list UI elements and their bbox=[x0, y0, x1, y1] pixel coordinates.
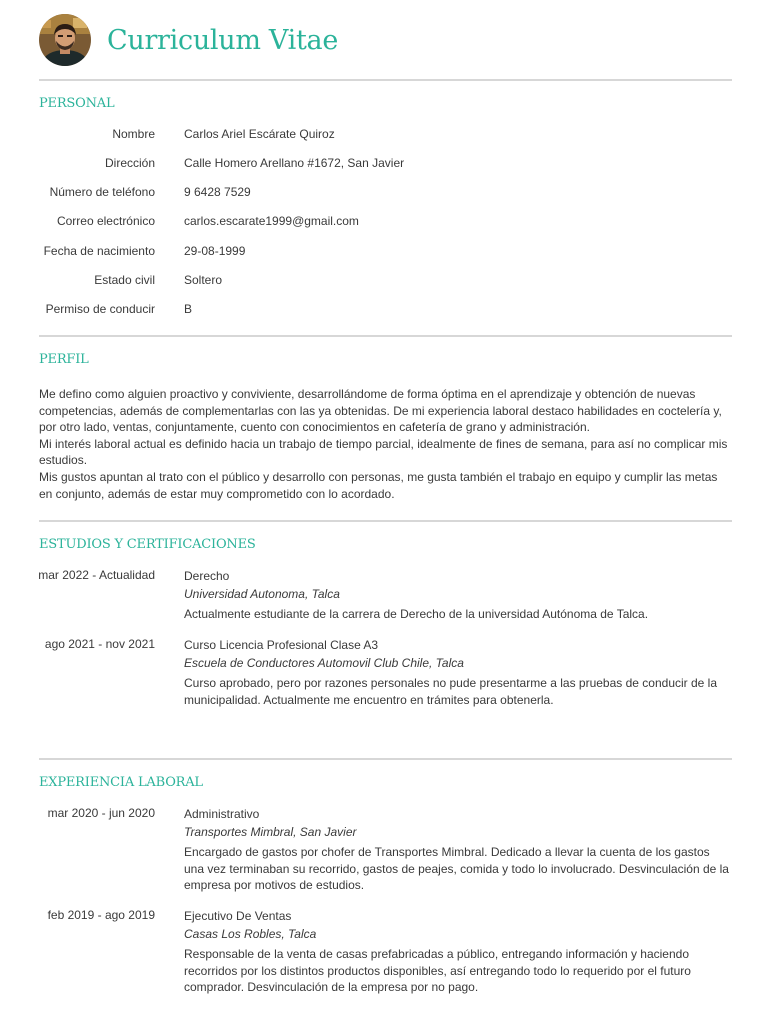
field-row-driving-license bbox=[39, 302, 732, 320]
field-value: Calle Homero Arellano #1672, San Javier bbox=[184, 156, 405, 170]
divider bbox=[39, 79, 732, 81]
entry-organization: Casas Los Robles, Talca bbox=[184, 927, 317, 941]
field-row-email bbox=[39, 214, 732, 232]
divider bbox=[39, 335, 732, 337]
profile-paragraph: Me defino como alguien proactivo y conviviente, desarrollándome de forma óptima en el aprendizaje y obtención de nuevas competencias, además de complementarlas con las ya obtenidas. De mi experiencia laboral destaco habilidades en coctelería y, por otro lado, ventas, conjuntamente, cuento con conocimientos en cafetería de grano y administración. bbox=[39, 387, 722, 435]
field-label: Fecha de nacimiento bbox=[43, 244, 155, 258]
entry-date: mar 2020 - jun 2020 bbox=[47, 806, 155, 820]
profile-photo bbox=[39, 14, 91, 66]
section-title-profile: PERFIL bbox=[39, 352, 89, 367]
section-title-education: ESTUDIOS Y CERTIFICACIONES bbox=[39, 537, 256, 552]
divider bbox=[39, 758, 732, 760]
field-row-name bbox=[39, 127, 732, 145]
entry-body bbox=[184, 806, 732, 894]
entry-date: feb 2019 - ago 2019 bbox=[47, 908, 155, 922]
entry-title: Curso Licencia Profesional Clase A3 bbox=[184, 638, 379, 652]
field-label: Correo electrónico bbox=[56, 214, 155, 228]
entry-description: Encargado de gastos por chofer de Transportes Mimbral. Dedicado a llevar la cuenta de los gastos una vez terminaban su recorrido, gastos de peajes, comida y todo lo involucrado. Desvinculación de la empresa por motivos de estudios. bbox=[184, 845, 729, 893]
field-value: 9 6428 7529 bbox=[184, 185, 251, 199]
field-value: 29-08-1999 bbox=[184, 244, 246, 258]
entry-body bbox=[184, 568, 732, 623]
field-value: B bbox=[184, 302, 193, 316]
section-title-personal: PERSONAL bbox=[39, 96, 115, 111]
cv-header bbox=[39, 14, 338, 66]
entry-description: Curso aprobado, pero por razones personales no pude presentarme a las pruebas de conducir de la municipalidad. Actualmente me encuentro en trámites para obtenerla. bbox=[184, 676, 718, 707]
field-row-birthdate bbox=[39, 244, 732, 262]
field-row-address bbox=[39, 156, 732, 174]
section-title-experience: EXPERIENCIA LABORAL bbox=[39, 775, 203, 790]
entry-date: mar 2022 - Actualidad bbox=[38, 568, 155, 582]
entry-organization: Universidad Autonoma, Talca bbox=[184, 587, 340, 601]
field-label: Permiso de conducir bbox=[45, 302, 155, 316]
profile-text bbox=[39, 386, 732, 502]
entry-description: Responsable de la venta de casas prefabricadas a público, entregando información y haciendo recorridos por los distintos productos disponibles, así entregando todo lo requerido por el futuro comprador. Desvinculación de la empresa por no pago. bbox=[184, 947, 691, 995]
field-label: Número de teléfono bbox=[49, 185, 155, 199]
entry-date: ago 2021 - nov 2021 bbox=[44, 637, 155, 651]
entry-body bbox=[184, 637, 732, 708]
field-row-marital-status bbox=[39, 273, 732, 291]
field-row-phone bbox=[39, 185, 732, 203]
field-label: Nombre bbox=[112, 127, 155, 141]
document-title: Curriculum Vitae bbox=[107, 24, 339, 56]
entry-title: Administrativo bbox=[184, 807, 260, 821]
avatar bbox=[39, 14, 91, 66]
field-value: Carlos Ariel Escárate Quiroz bbox=[184, 127, 335, 141]
entry-title: Derecho bbox=[184, 569, 230, 583]
field-value: Soltero bbox=[184, 273, 223, 287]
field-label: Estado civil bbox=[94, 273, 155, 287]
profile-paragraph: Mis gustos apuntan al trato con el público y desarrollo con personas, me gusta también el trabajo en equipo y cumplir las metas en conjunto, además de estar muy comprometido con lo acordado. bbox=[39, 469, 718, 501]
field-value: carlos.escarate1999@gmail.com bbox=[184, 214, 359, 228]
entry-description: Actualmente estudiante de la carrera de Derecho de la universidad Autónoma de Talca. bbox=[184, 607, 649, 621]
entry-organization: Transportes Mimbral, San Javier bbox=[184, 825, 357, 839]
entry-organization: Escuela de Conductores Automovil Club Chile, Talca bbox=[184, 656, 464, 670]
profile-paragraph: Mi interés laboral actual es definido hacia un trabajo de tiempo parcial, idealmente de fines de semana, para así no complicar mis estudios. bbox=[39, 436, 728, 468]
divider bbox=[39, 520, 732, 522]
field-label: Dirección bbox=[104, 156, 155, 170]
entry-title: Ejecutivo De Ventas bbox=[184, 909, 292, 923]
entry-body bbox=[184, 908, 732, 996]
